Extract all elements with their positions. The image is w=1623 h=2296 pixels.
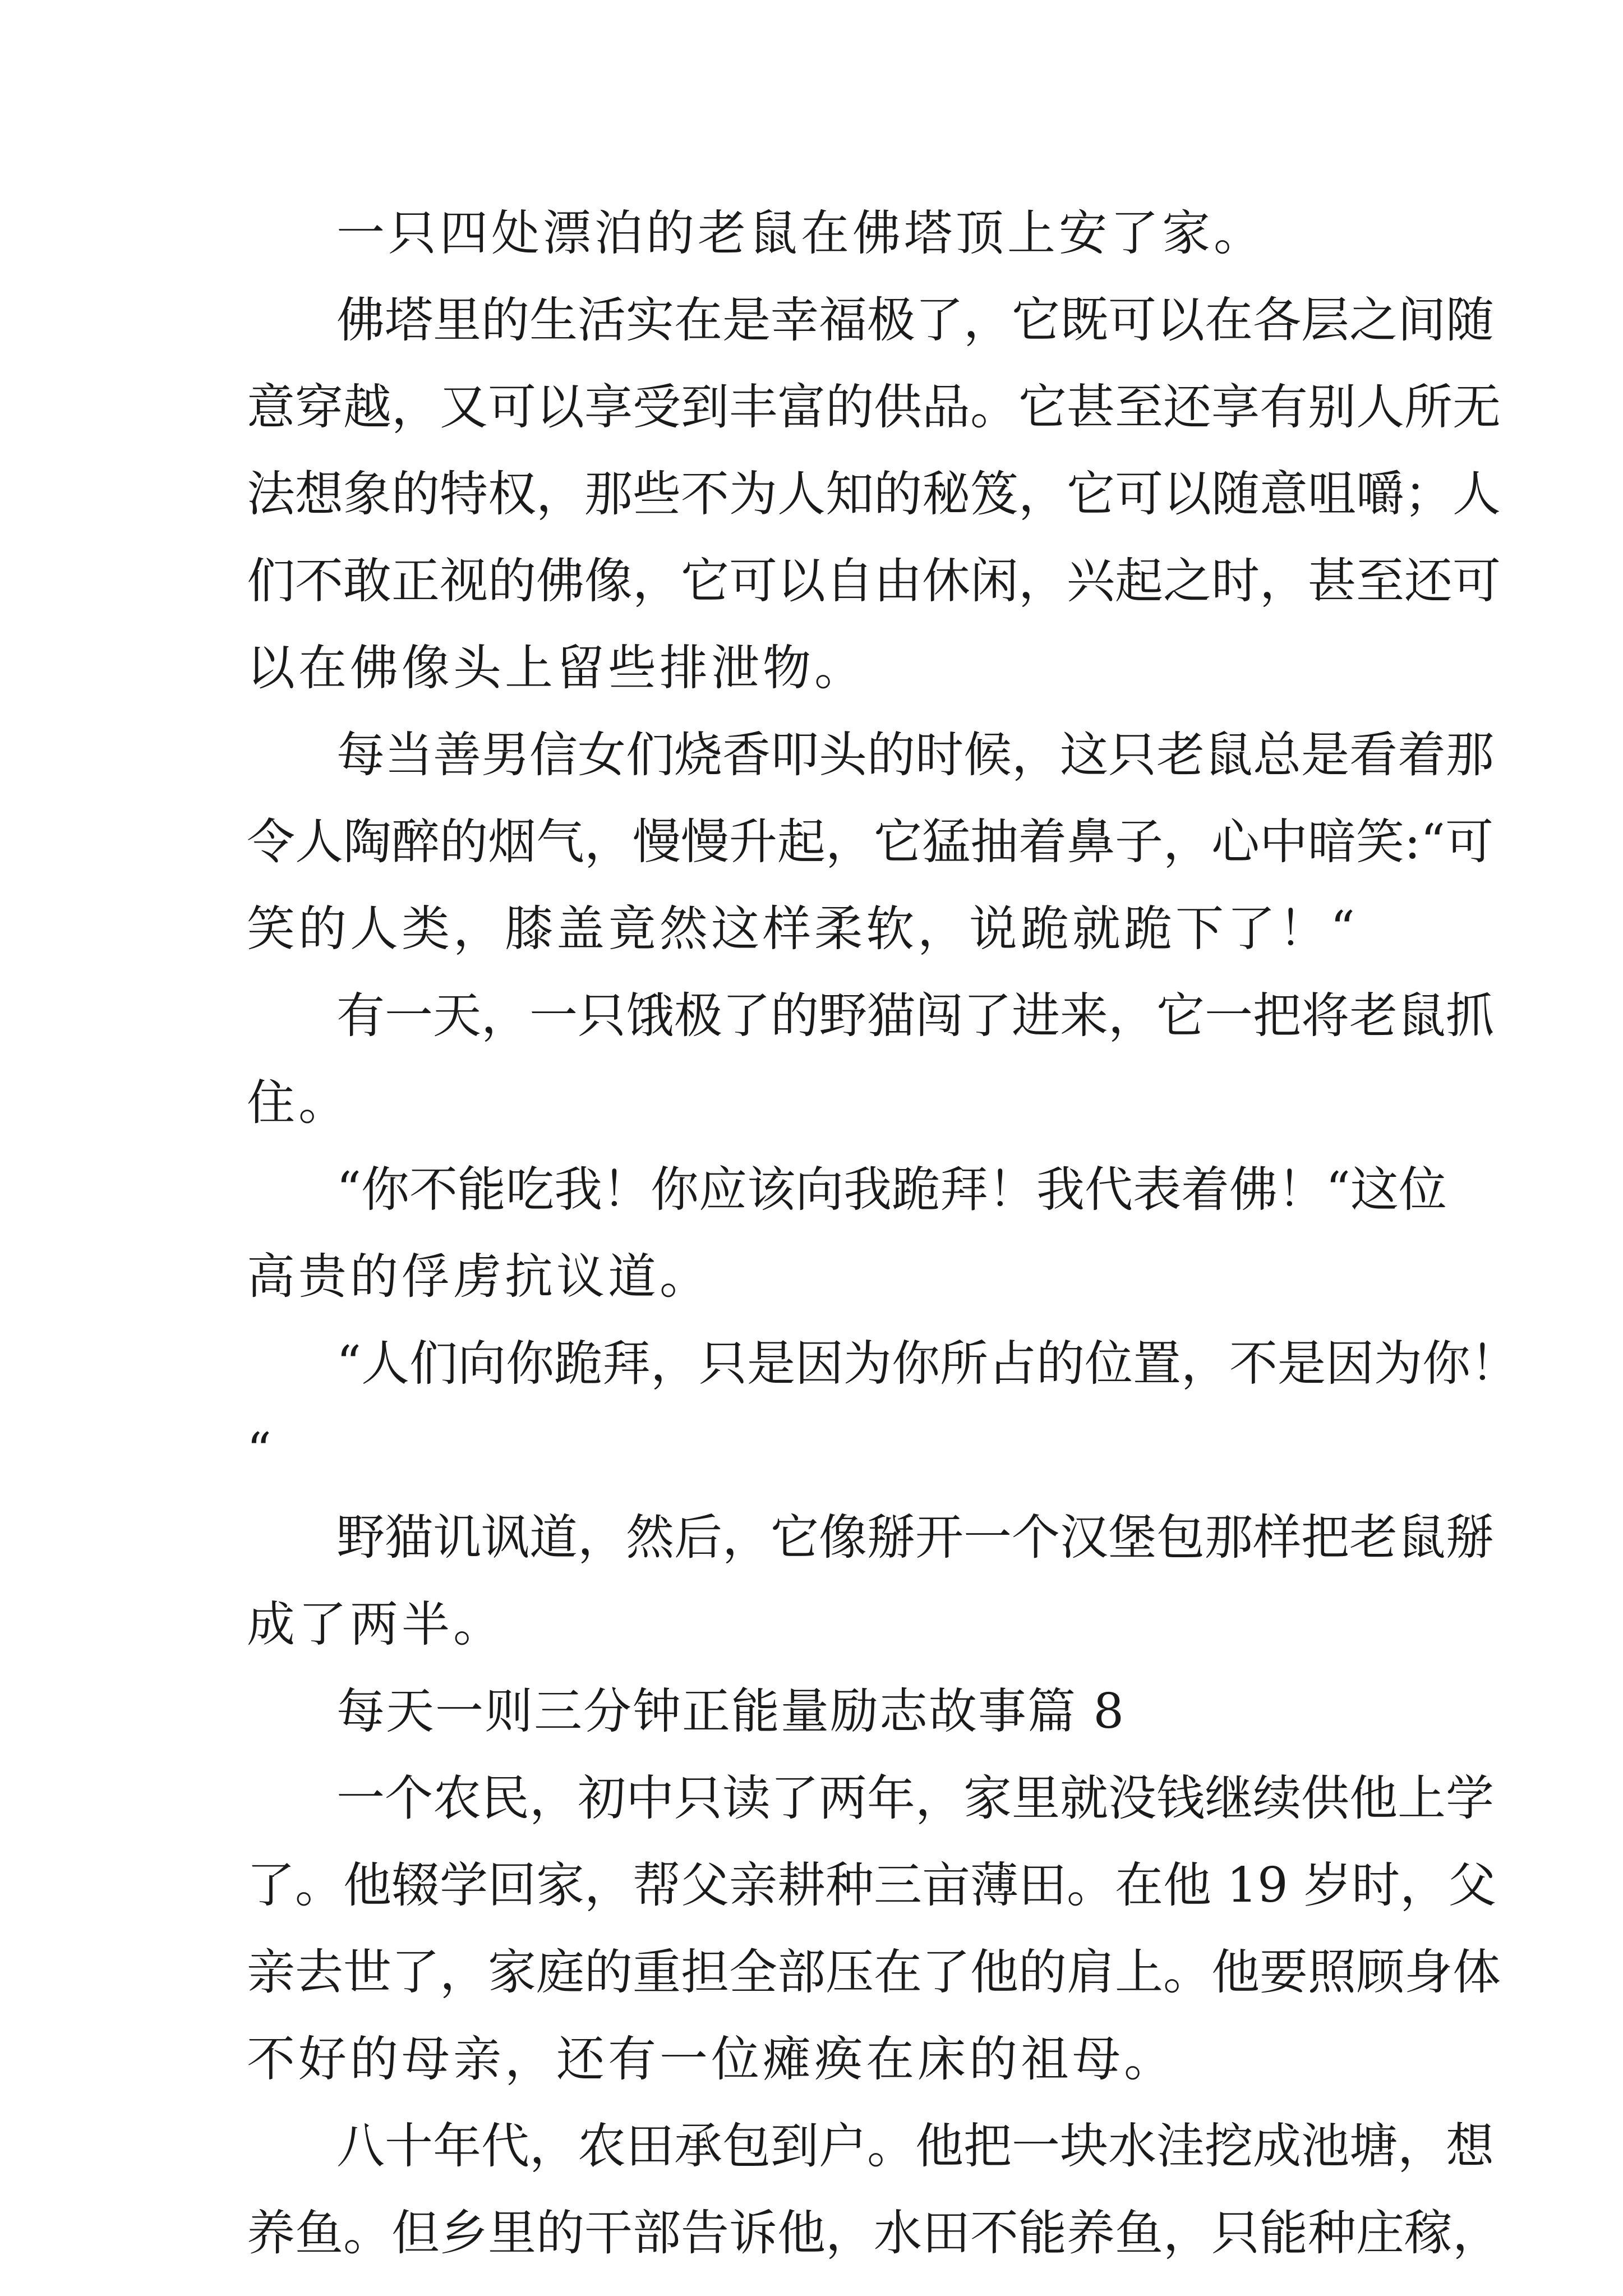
paragraph-line: 不好的母亲，还有一位瘫痪在床的祖母。 (247, 2031, 1175, 2087)
paragraph-line: 一只四处漂泊的老鼠在佛塔顶上安了家。 (336, 205, 1265, 261)
section-heading: 每天一则三分钟正能量励志故事篇 8 (336, 1683, 1126, 1740)
paragraph-line: 高贵的俘虏抗议道。 (247, 1249, 711, 1305)
paragraph-line: 笑的人类，膝盖竟然这样柔软，说跪就跪下了！“ (247, 901, 1358, 957)
paragraph-line: 养鱼。但乡里的干部告诉他，水田不能养鱼，只能种庄稼， (247, 2205, 1501, 2261)
paragraph-line: 意穿越，又可以享受到丰富的供品。它甚至还享有别人所无 (247, 379, 1501, 435)
paragraph-line: 以在佛像头上留些排泄物。 (247, 640, 866, 696)
paragraph-line: 成了两半。 (247, 1596, 505, 1653)
paragraph-line: 法想象的特权，那些不为人知的秘笈，它可以随意咀嚼；人 (247, 466, 1501, 522)
paragraph-line: 亲去世了，家庭的重担全部压在了他的肩上。他要照顾身体 (247, 1944, 1501, 2000)
paragraph-line: 一个农民，初中只读了两年，家里就没钱继续供他上学 (336, 1770, 1494, 1826)
paragraph-line: 们不敢正视的佛像，它可以自由休闲，兴起之时，甚至还可 (247, 553, 1501, 609)
paragraph-line: 了。他辍学回家，帮父亲耕种三亩薄田。在他 19 岁时，父 (247, 1857, 1497, 1913)
paragraph-line: 令人陶醉的烟气，慢慢升起，它猛抽着鼻子，心中暗笑:“可 (247, 814, 1493, 870)
paragraph-line: 每当善男信女们烧香叩头的时候，这只老鼠总是看着那 (336, 727, 1494, 783)
paragraph-line: 有一天，一只饿极了的野猫闯了进来，它一把将老鼠抓 (336, 988, 1494, 1044)
paragraph-line: 住。 (247, 1075, 350, 1131)
paragraph-line: 八十年代，农田承包到户。他把一块水洼挖成池塘，想 (336, 2118, 1494, 2174)
paragraph-line: “人们向你跪拜，只是因为你所占的位置，不是因为你！ (336, 1336, 1519, 1392)
paragraph-line: “你不能吃我！你应该向我跪拜！我代表着佛！“这位 (336, 1162, 1447, 1218)
paragraph-line: “ (247, 1423, 275, 1479)
paragraph-line: 佛塔里的生活实在是幸福极了，它既可以在各层之间随 (336, 292, 1494, 348)
paragraph-line: 野猫讥讽道，然后，它像掰开一个汉堡包那样把老鼠掰 (336, 1510, 1494, 1566)
